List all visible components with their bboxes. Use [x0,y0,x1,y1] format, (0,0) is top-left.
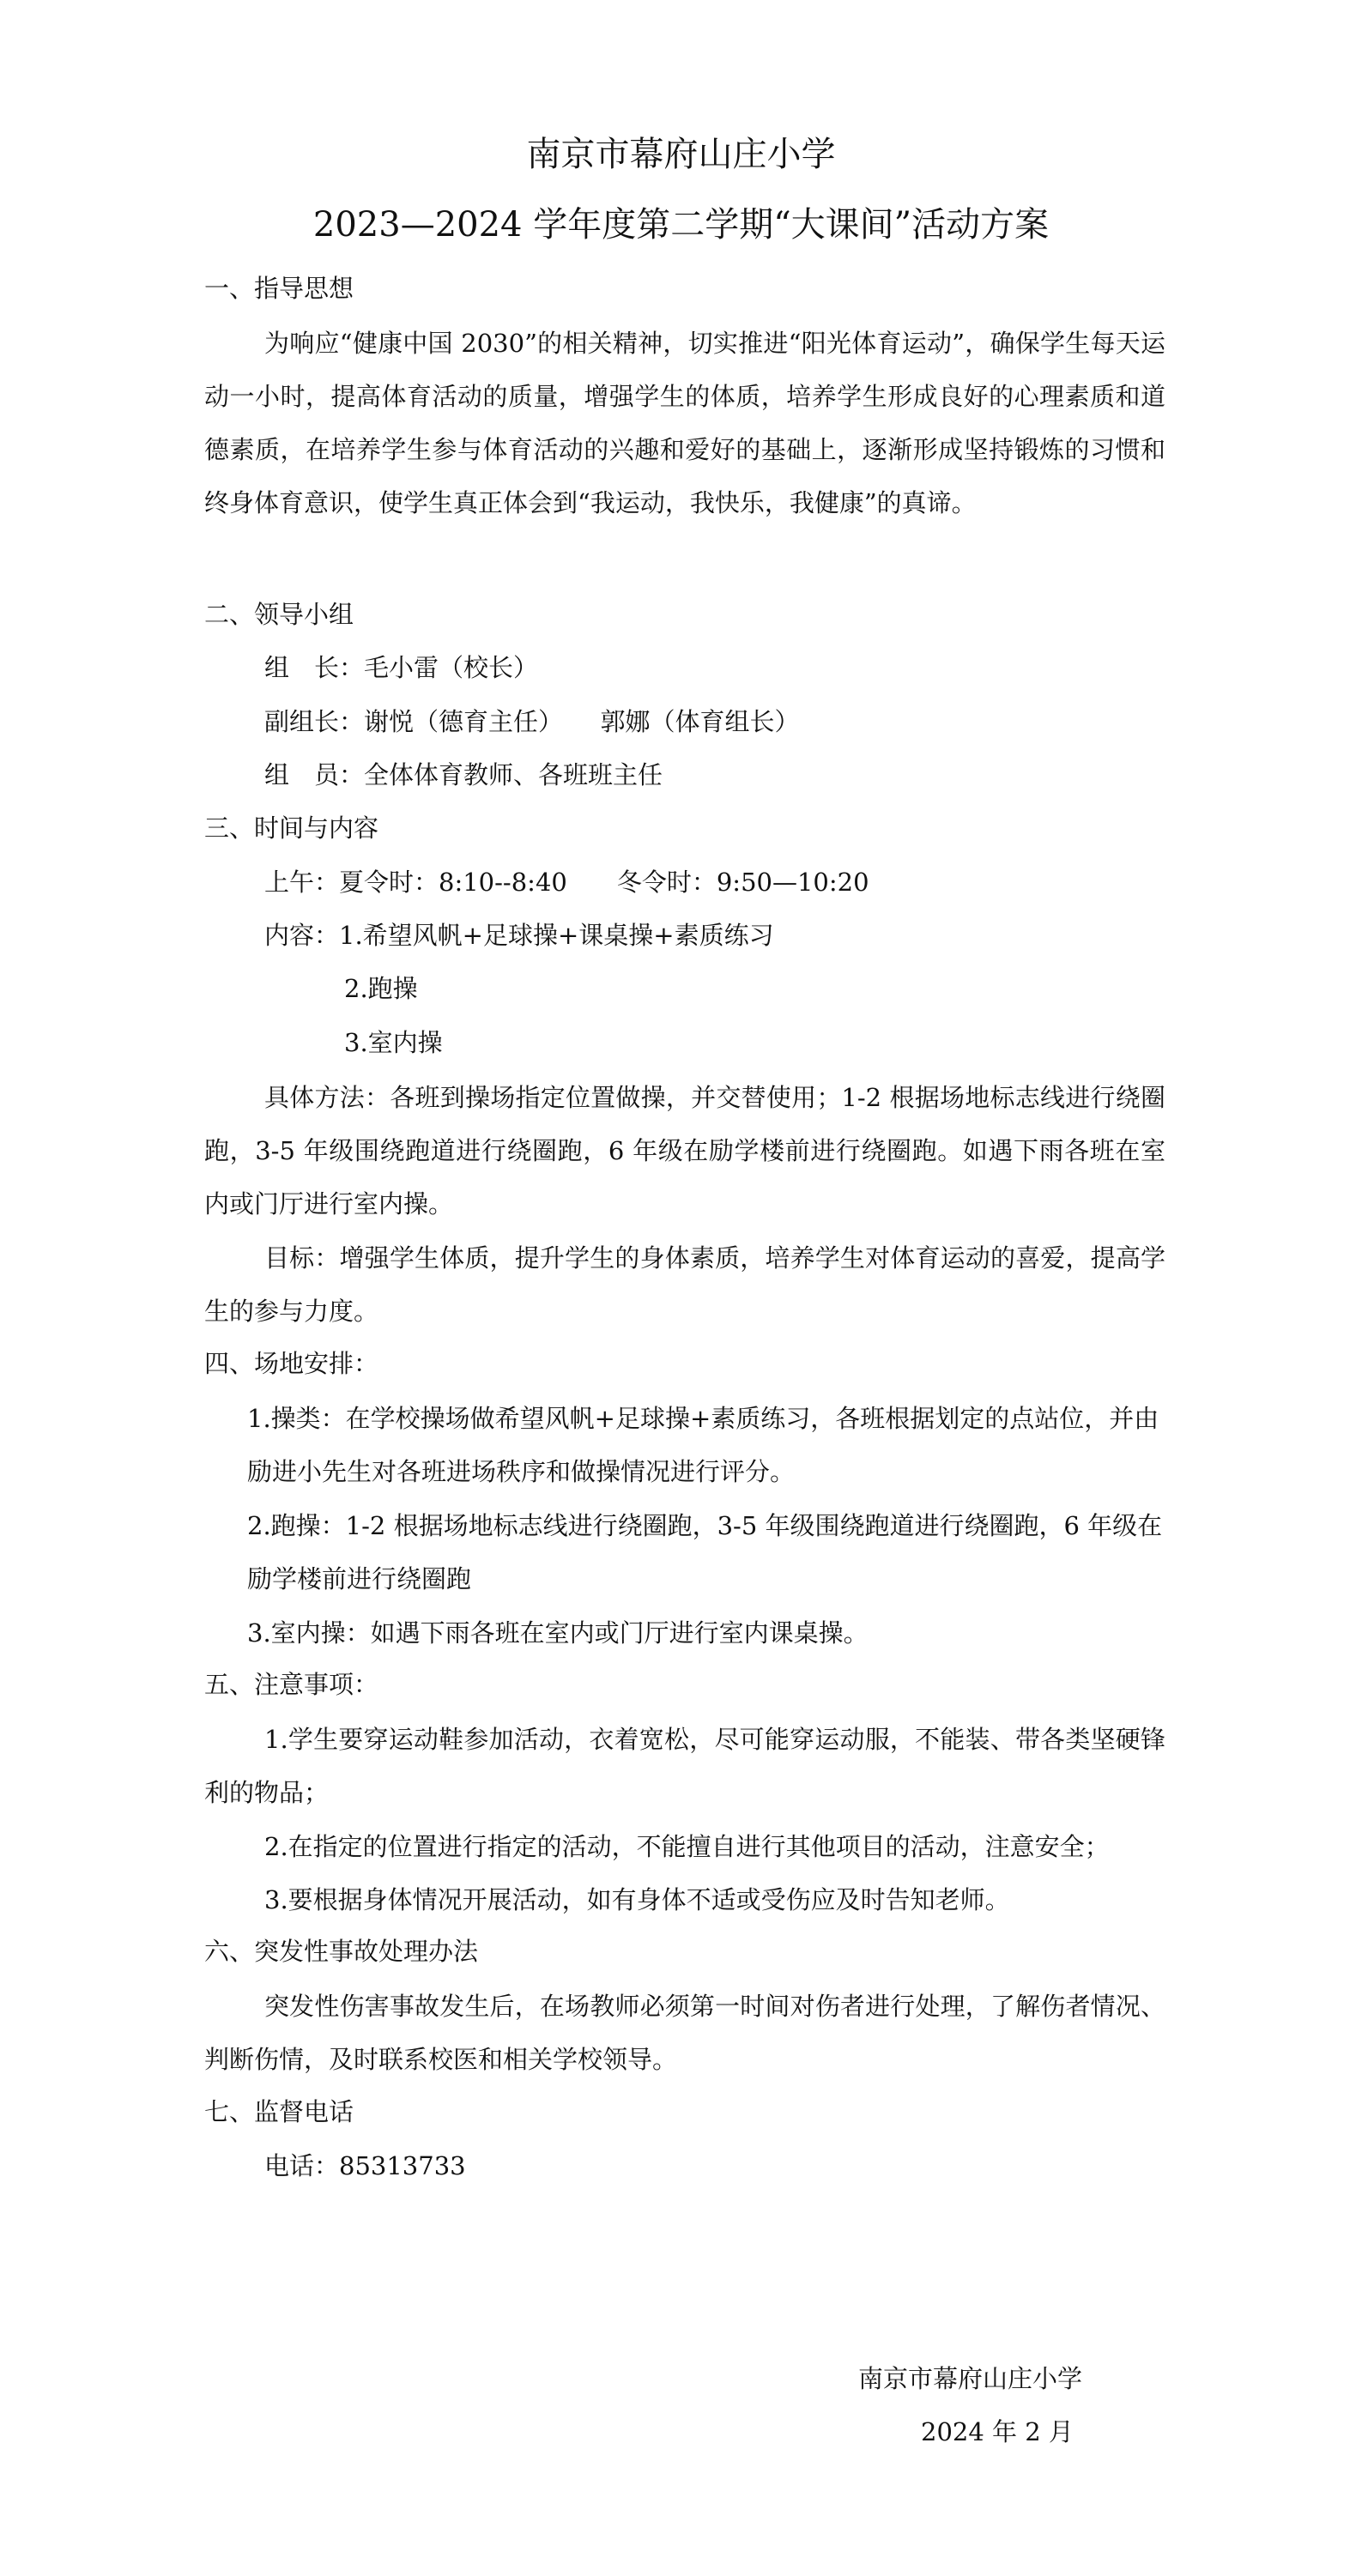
notes-item-3: 3.要根据身体情况开展活动，如有身体不适或受伤应及时告知老师。 [264,1885,1010,1914]
notes-item-2: 2.在指定的位置进行指定的活动，不能擅自进行其他项目的活动，注意安全； [264,1832,1110,1861]
section-heading-emergency: 六、突发性事故处理办法 [204,1937,479,1966]
goal-paragraph: 目标：增强学生体质，提升学生的身体素质，培养学生对体育运动的喜爱，提高学生的参与力度。 [204,1243,1165,1326]
group-leader-line: 组 长：毛小雷（校长） [264,653,539,682]
notes-item-1: 1.学生要穿运动鞋参加活动，衣着宽松，尽可能穿运动服，不能装、带各类坚硬锋利的物品； [204,1725,1165,1807]
section-heading-time-content: 三、时间与内容 [204,813,379,843]
section-heading-venue: 四、场地安排： [204,1349,379,1378]
method-paragraph: 具体方法：各班到操场指定位置做操，并交替使用；1-2 根据场地标志线进行绕圈跑，3-5 年级围绕跑道进行绕圈跑，6 年级在励学楼前进行绕圈跑。如遇下雨各班在室内或门厅进行室内操。 [204,1083,1165,1218]
emergency-paragraph: 突发性伤害事故发生后，在场教师必须第一时间对伤者进行处理，了解伤者情况、判断伤情，及时联系校医和相关学校领导。 [204,1992,1165,2074]
section-heading-guiding-thought: 一、指导思想 [204,274,354,303]
section-heading-supervision-phone: 七、监督电话 [204,2097,354,2126]
school-name-title: 南京市幕府山庄小学 [526,135,836,174]
venue-item-3: 3.室内操：如遇下雨各班在室内或门厅进行室内课桌操。 [247,1618,869,1648]
group-members-line: 组 员：全体体育教师、各班班主任 [264,760,663,789]
section-heading-leadership-group: 二、领导小组 [204,600,354,629]
schedule-time-line: 上午：夏令时：8:10--8:40 冬令时：9:50—10:20 [264,868,869,897]
section-heading-notes: 五、注意事项： [204,1670,379,1699]
deputy-leader-line: 副组长：谢悦（德育主任） 郭娜（体育组长） [264,707,800,736]
signature-date: 2024 年 2 月 [921,2417,1074,2446]
venue-item-2: 2.跑操：1-2 根据场地标志线进行绕圈跑，3-5 年级围绕跑道进行绕圈跑，6 年级在励学楼前进行绕圈跑 [247,1511,1163,1593]
signature-school: 南京市幕府山庄小学 [858,2364,1083,2393]
venue-item-1: 1.操类：在学校操场做希望风帆+足球操+素质练习，各班根据划定的点站位，并由励进小先生对各班进场秩序和做操情况进行评分。 [247,1404,1159,1486]
supervision-phone-number: 电话：85313733 [264,2151,466,2180]
content-item-2: 2.跑操 [344,974,418,1003]
content-item-3: 3.室内操 [344,1028,443,1057]
plan-title: 2023—2024 学年度第二学期“大课间”活动方案 [312,205,1050,245]
content-item-1: 内容：1.希望风帆+足球操+课桌操+素质练习 [264,921,774,950]
guiding-thought-paragraph: 为响应“健康中国 2030”的相关精神，切实推进“阳光体育运动”，确保学生每天运动一小时，提高体育活动的质量，增强学生的体质，培养学生形成良好的心理素质和道德素质，在培养学生参与体育活动的兴趣和爱好的基础上，逐渐形成坚持锻炼的习惯和终身体育意识，使学生真正体会到“我运动，我快乐，我健康”的真谛。 [204,329,1165,517]
